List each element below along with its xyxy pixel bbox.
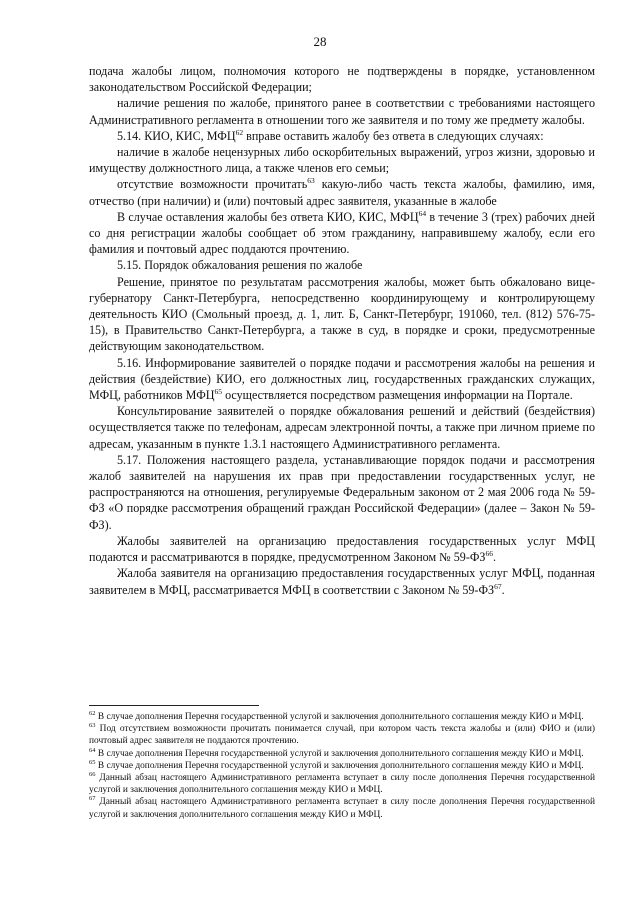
footnote-number: 67 bbox=[89, 795, 96, 803]
footnote-number: 62 bbox=[89, 710, 96, 717]
paragraph bbox=[89, 565, 595, 597]
footnote-text: Данный абзац настоящего Административного регламента вступает в силу после дополнения Перечня государственной услугой и заключения дополнительного соглашения между КИО и МФЦ. bbox=[89, 773, 595, 796]
footnote-ref[interactable]: 66 bbox=[485, 549, 493, 559]
paragraph-5-14 bbox=[89, 128, 595, 144]
paragraph-text: вправе оставить жалобу без ответа в следующих случаях: bbox=[243, 128, 544, 143]
paragraph-text: В случае оставления жалобы без ответа КИО, КИС, МФЦ bbox=[117, 209, 419, 224]
footnote bbox=[89, 723, 595, 747]
footnote-text: В случае дополнения Перечня государственной услугой и заключения дополнительного соглашения между КИО и МФЦ. bbox=[95, 748, 584, 759]
paragraph-text: Жалоба заявителя на организацию предоставления государственных услуг МФЦ, поданная заявителем в МФЦ, рассматривается МФЦ в соответствии с Законом № 59-ФЗ bbox=[89, 566, 595, 597]
paragraph bbox=[89, 176, 595, 208]
footnote bbox=[89, 760, 595, 772]
paragraph: подача жалобы лицом, полномочия которого не подтверждены в порядке, установленном законодательством Российской Федерации; bbox=[89, 64, 595, 95]
footnote bbox=[89, 748, 595, 760]
footnote-number: 66 bbox=[89, 771, 96, 779]
document-body bbox=[89, 63, 595, 598]
footnote-ref[interactable]: 64 bbox=[418, 208, 427, 218]
paragraph-text: Жалобы заявителей на организацию предоставления государственных услуг МФЦ подаются и рассматриваются в порядке, предусмотренном Законом № 59-ФЗ bbox=[89, 533, 595, 565]
footnote bbox=[89, 711, 595, 723]
paragraph-text: . bbox=[501, 582, 505, 597]
paragraph-text: в течение 3 (трех) рабочих дней со дня регистрации жалобы сообщает об этом гражданину, направившему жалобу, если его фамилия и почтовый адрес поддаются прочтению. bbox=[89, 209, 595, 257]
page-number: 28 bbox=[313, 34, 327, 49]
paragraph-text: отсутствие возможности прочитать bbox=[117, 177, 308, 192]
footnote-text: В случае дополнения Перечня государственной услугой и заключения дополнительного соглашения между КИО и МФЦ. bbox=[95, 760, 584, 771]
paragraph: наличие решения по жалобе, принятого ранее в соответствии с требованиями настоящего Административного регламента в отношении того же заявителя и по тому же предмету жалобы. bbox=[89, 96, 595, 127]
footnote-ref[interactable]: 63 bbox=[307, 176, 315, 186]
footnote bbox=[89, 796, 595, 820]
footnote-divider bbox=[89, 705, 259, 706]
paragraph-5-16 bbox=[89, 355, 595, 404]
footnote-text: В случае дополнения Перечня государственной услугой и заключения дополнительного соглашения между КИО и МФЦ. bbox=[95, 712, 584, 722]
paragraph-text: осуществляется посредством размещения информации на Портале. bbox=[222, 388, 573, 403]
paragraph: наличие в жалобе нецензурных либо оскорбительных выражений, угроз жизни, здоровью и имуществу должностного лица, а также членов его семьи; bbox=[89, 145, 595, 176]
paragraph-text: . bbox=[492, 550, 497, 565]
paragraph: Решение, принятое по результатам рассмотрения жалобы, может быть обжаловано вице-губернатору Санкт-Петербурга, непосредственно координирующему и контролирующему деятельность КИО (Смольный проезд, д. 1, лит. Б, Санкт-Петербург, 191060, тел. (812) 576-75-15), в Правительство Санкт-Петербурга, а также в суд, в порядке и сроки, предусмотренные действующим законодательством. bbox=[89, 274, 595, 354]
footnote-number: 63 bbox=[89, 722, 96, 730]
paragraph-text: 5.16. Информирование заявителей о порядке подачи и рассмотрения жалобы на решения и действия (бездействие) КИО, его должностных лиц, государственных гражданских служащих, МФЦ, работников МФЦ bbox=[89, 355, 595, 403]
footnote-text: Данный абзац настоящего Административного регламента вступает в силу после дополнения Перечня государственной услугой и заключения дополнительного соглашения между КИО и МФЦ. bbox=[89, 797, 595, 820]
footnotes bbox=[89, 711, 595, 821]
paragraph: Консультирование заявителей о порядке обжалования решений и действий (бездействия) осуществляется также по телефонам, адресам электронной почты, а также при личном приеме по адресам, указанным в пункте 1.3.1 настоящего Административного регламента. bbox=[89, 404, 595, 451]
footnote bbox=[89, 772, 595, 796]
footnote-number: 65 bbox=[89, 758, 96, 766]
paragraph bbox=[89, 209, 595, 258]
footnote-ref[interactable]: 62 bbox=[235, 127, 244, 137]
paragraph-text: какую-либо часть текста жалобы, фамилию, имя, отчество (при наличии) и (или) почтовый адрес заявителя, указанные в жалобе bbox=[89, 177, 595, 208]
paragraph bbox=[89, 533, 595, 565]
paragraph-5-17: 5.17. Положения настоящего раздела, устанавливающие порядок подачи и рассмотрения жалоб заявителей на нарушения их прав при предоставлении государственных услуг, не распространяются на отношения, регулируемые Федеральным законом от 2 мая 2006 года № 59-ФЗ «О порядке рассмотрения обращений граждан Российской Федерации» (далее – Закон № 59-ФЗ). bbox=[89, 452, 595, 532]
footnote-ref[interactable]: 65 bbox=[214, 387, 223, 397]
footnote-ref[interactable]: 67 bbox=[494, 581, 502, 591]
footnote-text: Под отсутствием возможности прочитать понимается случай, при котором часть текста жалобы и (или) ФИО и (или) почтовый адрес заявителя не поддаются прочтению. bbox=[89, 724, 595, 747]
paragraph-text: 5.14. КИО, КИС, МФЦ bbox=[117, 128, 236, 143]
footnote-number: 64 bbox=[89, 746, 96, 754]
section-heading-5-15: 5.15. Порядок обжалования решения по жалобе bbox=[117, 258, 363, 273]
